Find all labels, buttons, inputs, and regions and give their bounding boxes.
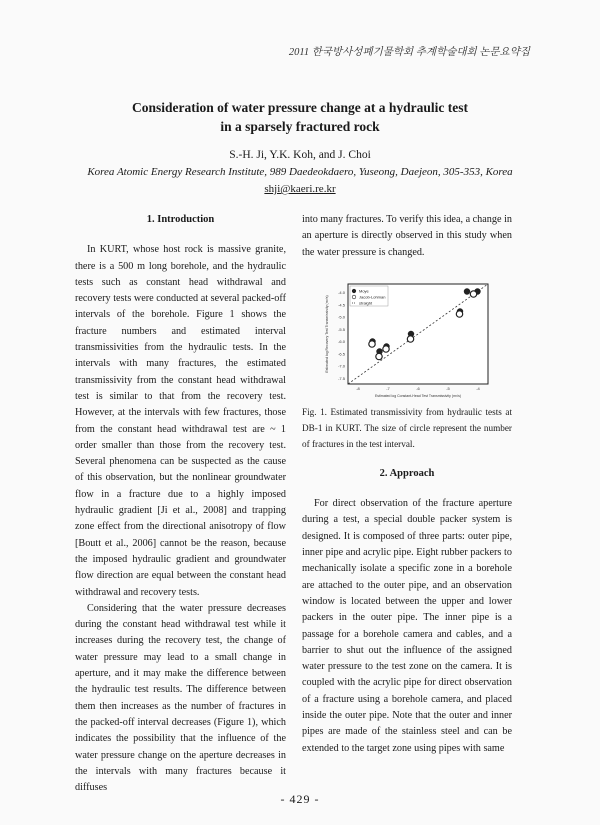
jacob-lohman-point xyxy=(376,353,382,359)
approach-paragraph-1: For direct observation of the fracture aperture during a test, a special double packer system is designed. It is composed of three parts: outer pipe, inner pipe and acrylic pipe. Eight rubber packers to mechanically isolate a specific zone in a borehole are attached to the outer pipe, and an observation window is located between the upper and lower packers in the outer pipe. The inner pipe is a passage for a borehole camera and cables, and a barrier to shut out the influence of the assigned water pressure to the test zone on the camera. It is coupled with the acrylic pipe for direct observation of a fracture using a borehole camera, and placed inside the outer pipe. Note that the outer and inner pipes are made of the stainless steel and can be extended to the target zone using pipes with same xyxy=(302,498,512,754)
authors: S.-H. Ji, Y.K. Koh, and J. Choi xyxy=(229,149,371,161)
jacob-lohman-point xyxy=(383,346,389,352)
figure-1 xyxy=(320,278,500,404)
legend-marker xyxy=(352,289,356,293)
title-line-1: Consideration of water pressure change at a hydraulic test xyxy=(132,100,468,115)
moye-point xyxy=(464,288,470,294)
x-axis-label: Estimated log Constant-Head Test Transmissivity (m²/s) xyxy=(374,393,462,398)
y-tick-label: -5.5 xyxy=(338,326,345,332)
jacob-lohman-point xyxy=(407,336,413,342)
legend-label: straight xyxy=(359,300,373,306)
section-heading-introduction: 1. Introduction xyxy=(146,214,215,225)
y-axis-label: Estimated log Recovery Test Transmissivity (m²/s) xyxy=(325,295,329,373)
x-tick-label: -6 xyxy=(416,385,420,391)
intro-paragraph-2-continued: into many fractures. To verify this idea, a change in an aperture is directly observed in this study when the water pressure is changed. xyxy=(302,214,512,258)
y-tick-label: -7.0 xyxy=(338,363,345,369)
x-tick-label: -4 xyxy=(476,385,480,391)
scatter-chart xyxy=(320,278,500,404)
jacob-lohman-point xyxy=(369,341,375,347)
legend-label: Moye xyxy=(359,288,369,294)
title-line-2: in a sparsely fractured rock xyxy=(220,119,380,134)
page-number: - 429 - xyxy=(280,792,320,806)
right-column xyxy=(302,212,512,757)
intro-paragraph-1: In KURT, whose host rock is massive granite, there is a 500 m long borehole, and the hydraulic tests such as constant head withdrawal and recovery tests were conducted at several packed-off intervals of the borehole. Figure 1 shows the fracture numbers and estimated interval transmissivities from the hydraulic tests. In the intervals with many fractures, the estimated transmissivity from the constant head withdrawal test is similar to that from the recovery test. However, at the intervals with few fractures, those from the constant head withdrawal test are ~ 1 order smaller than those from the recovery test. Several phenomena can be suspected as the cause of this observation, but the nonlinear groundwater flow in a fracture due to a highly imposed hydraulic gradient [Ji et al., 2008] and trapping zone effect from the directional anisotropy of flow [Boutt et al., 2006] cannot be the reason, because the imposed hydraulic gradient and groundwater flow direction are equal between the constant head withdrawal and recovery tests. xyxy=(75,244,286,598)
section-heading-approach: 2. Approach xyxy=(379,467,435,479)
jacob-lohman-point xyxy=(456,311,462,317)
x-tick-label: -7 xyxy=(386,385,390,391)
jacob-lohman-point xyxy=(470,291,476,297)
affiliation: Korea Atomic Energy Research Institute, 989 Daedeokdaero, Yuseong, Daejeon, 305-353, Korea xyxy=(87,166,513,178)
email-link[interactable]: shji@kaeri.re.kr xyxy=(264,183,336,195)
paper-title xyxy=(0,98,600,136)
y-tick-label: -5.0 xyxy=(338,314,345,320)
legend-label: Jacob-Lohman xyxy=(359,294,386,300)
intro-paragraph-2: Considering that the water pressure decreases during the constant head withdrawal test while it increases during the recovery test, the change of water pressure may lead to a small change in aperture, and it may make the difference between the hydraulic test results. The difference between them then increases as the number of fractures in the packed-off interval decreases (Figure 1), which indicates the possibility that the influence of the water pressure change on the aperture decreases in the intervals with many fractures because it diffuses xyxy=(75,602,286,794)
left-column xyxy=(75,212,286,796)
x-tick-label: -5 xyxy=(446,385,450,391)
figure-caption: Fig. 1. Estimated transmissivity from hydraulic tests at DB-1 in KURT. The size of circle represent the number of fractures in the test interval. xyxy=(302,406,512,449)
y-tick-label: -4.5 xyxy=(338,302,345,308)
legend-marker xyxy=(352,295,356,299)
y-tick-label: -6.5 xyxy=(338,351,345,357)
y-tick-label: -6.0 xyxy=(338,339,345,345)
x-tick-label: -8 xyxy=(356,385,360,391)
y-tick-label: -4.0 xyxy=(338,289,345,295)
y-tick-label: -7.5 xyxy=(338,375,345,381)
running-header: 2011 한국방사성폐기물학회 추계학술대회 논문요약집 xyxy=(288,47,530,58)
